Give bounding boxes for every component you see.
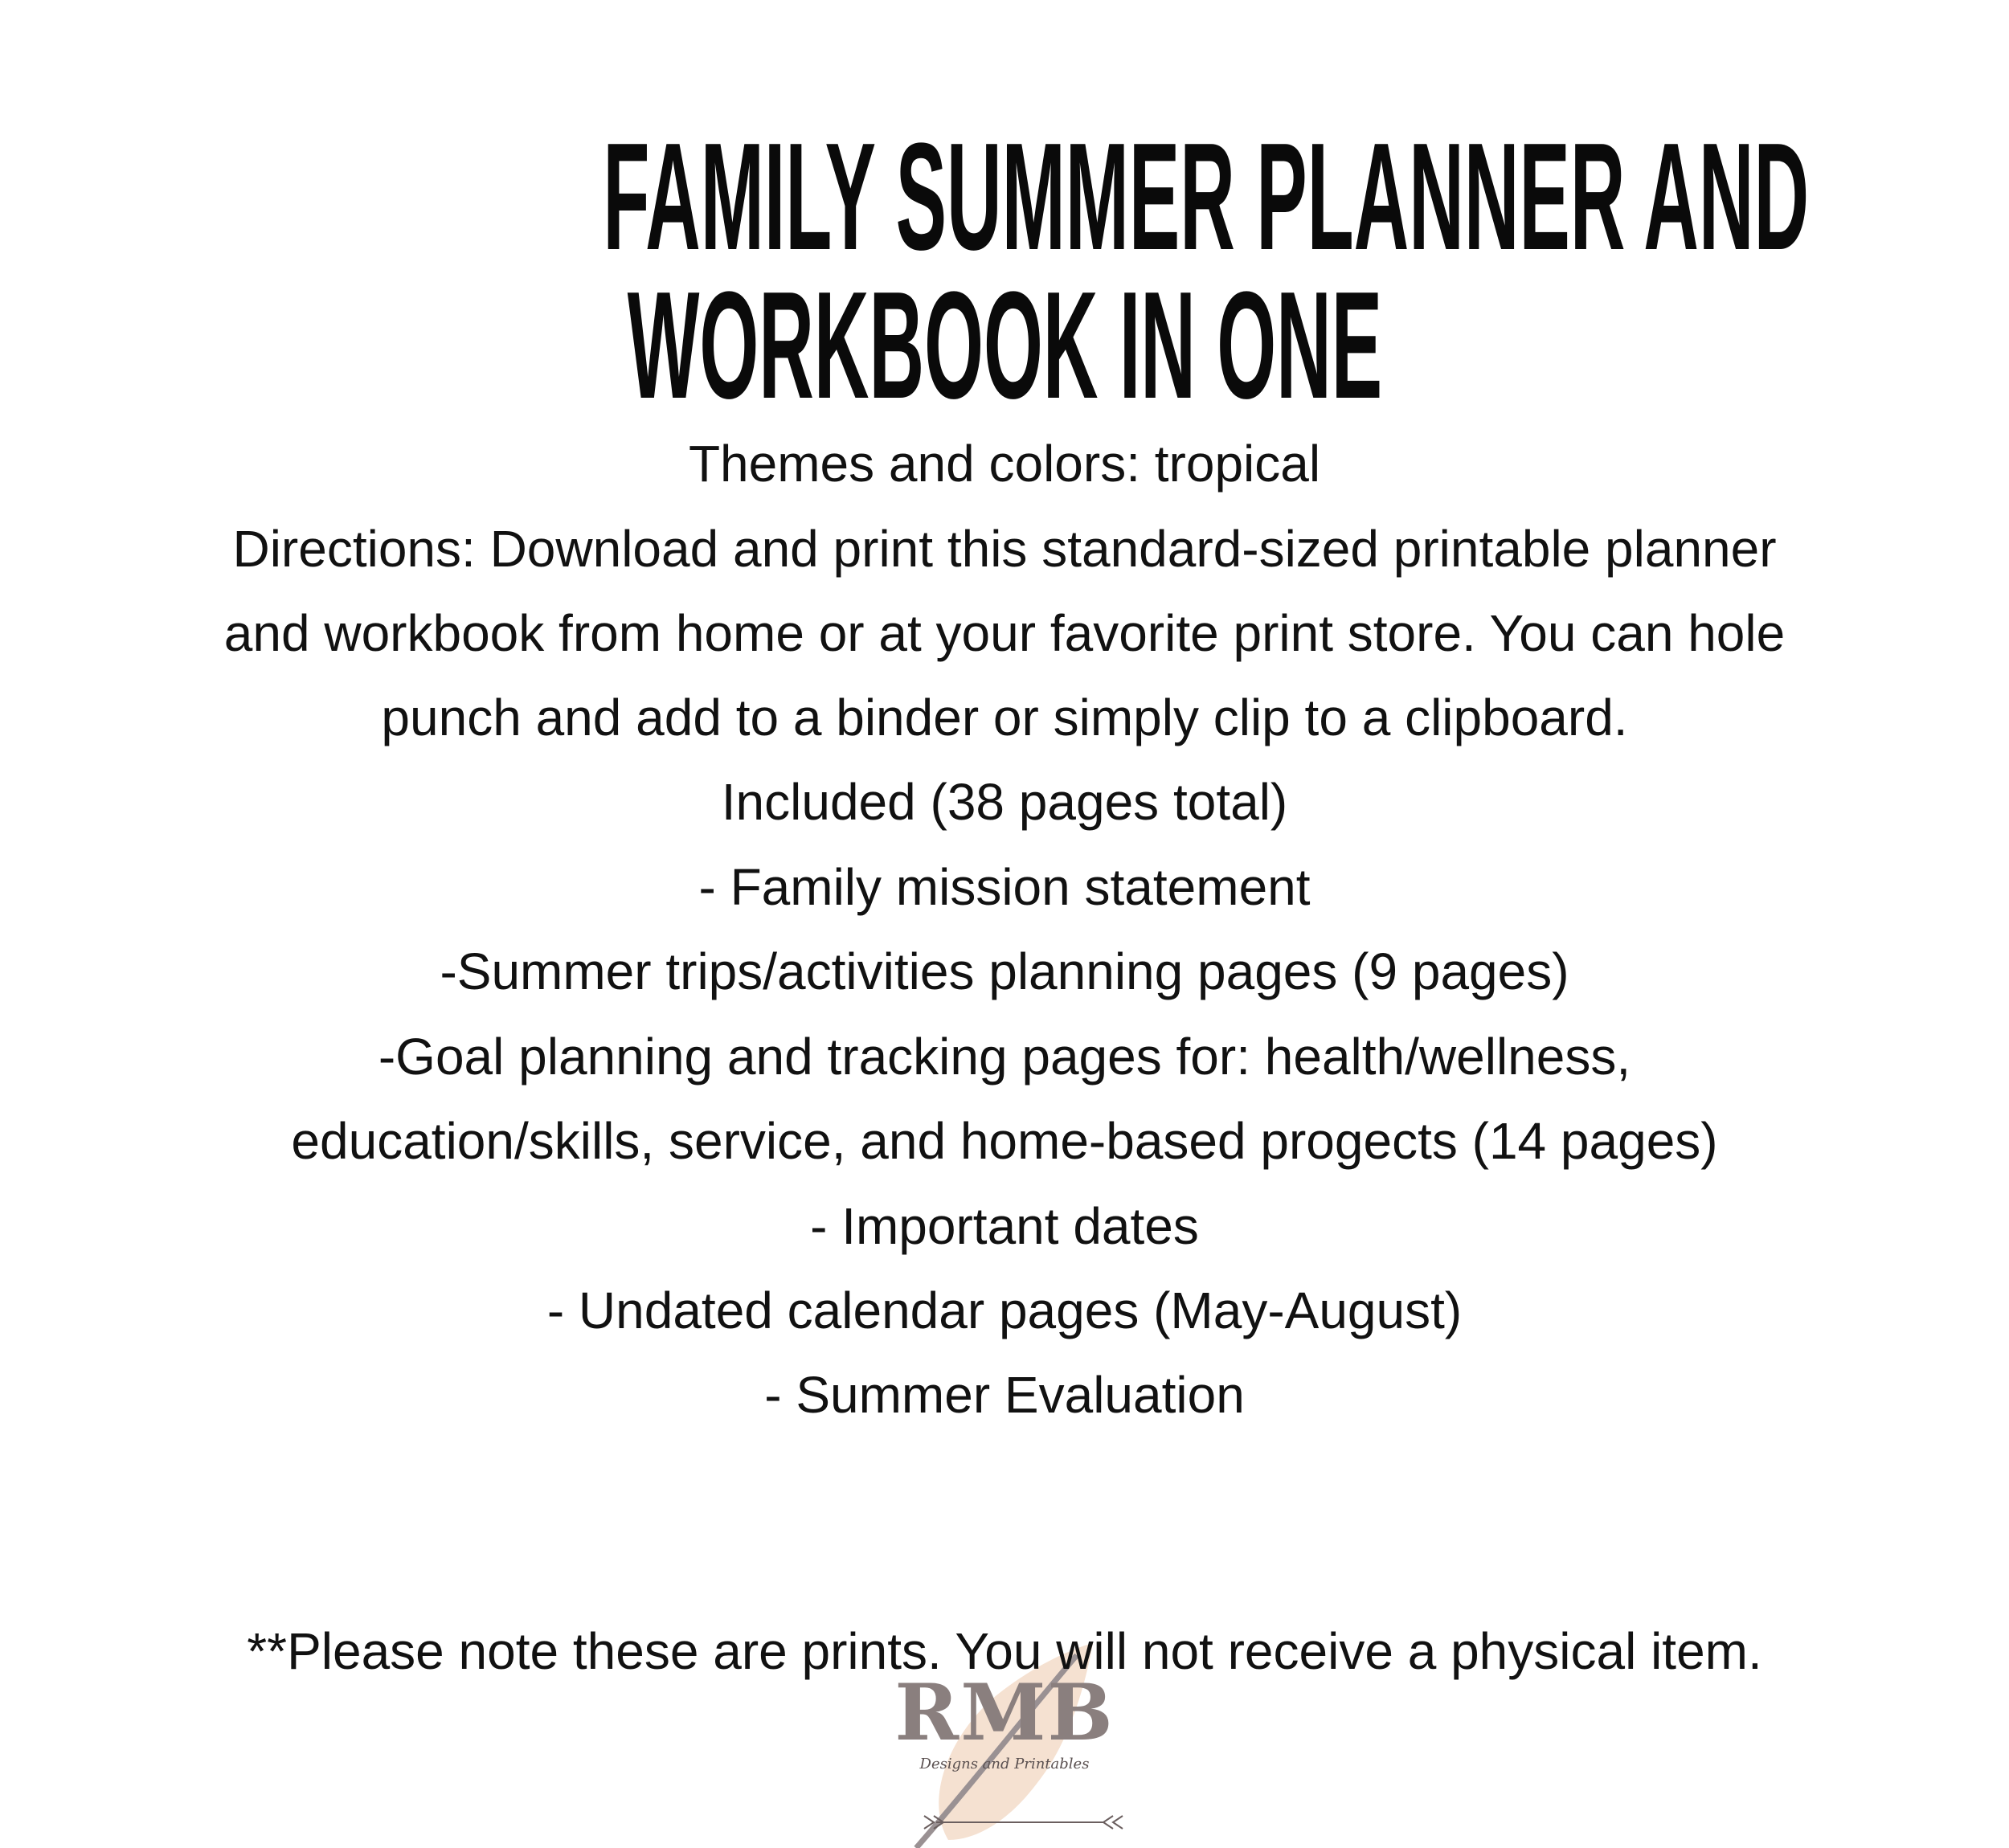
logo-monogram: RMB	[894, 1667, 1115, 1758]
themes-line: Themes and colors: tropical	[688, 435, 1321, 493]
included-item: - Important dates	[810, 1197, 1199, 1255]
title-text-2: WORKBOOK IN ONE	[627, 260, 1382, 431]
included-heading: Included (38 pages total)	[721, 773, 1288, 831]
included-item: -Goal planning and tracking pages for: health/wellness,	[378, 1028, 1631, 1085]
included-item: -Summer trips/activities planning pages (9 pages)	[440, 942, 1569, 1000]
title-line-2	[0, 260, 2009, 431]
directions-line-2: and workbook from home or at your favorite print store. You can hole	[223, 604, 1786, 662]
included-item: - Undated calendar pages (May-August)	[546, 1282, 1463, 1339]
title-line-1	[0, 112, 2009, 282]
prints-note: **Please note these are prints. You will not receive a physical item.	[247, 1622, 1762, 1680]
title-text-1: FAMILY SUMMER PLANNER AND	[603, 112, 1810, 282]
directions-line-1: Directions: Download and print this standard-sized printable planner	[232, 520, 1777, 578]
included-item: - Summer Evaluation	[764, 1366, 1245, 1424]
logo-tagline: Designs and Printables	[919, 1756, 1090, 1772]
included-item: - Family mission statement	[698, 858, 1311, 916]
directions-line-3: punch and add to a binder or simply clip to a clipboard.	[381, 689, 1628, 746]
included-item: education/skills, service, and home-based progects (14 pages)	[291, 1112, 1718, 1170]
